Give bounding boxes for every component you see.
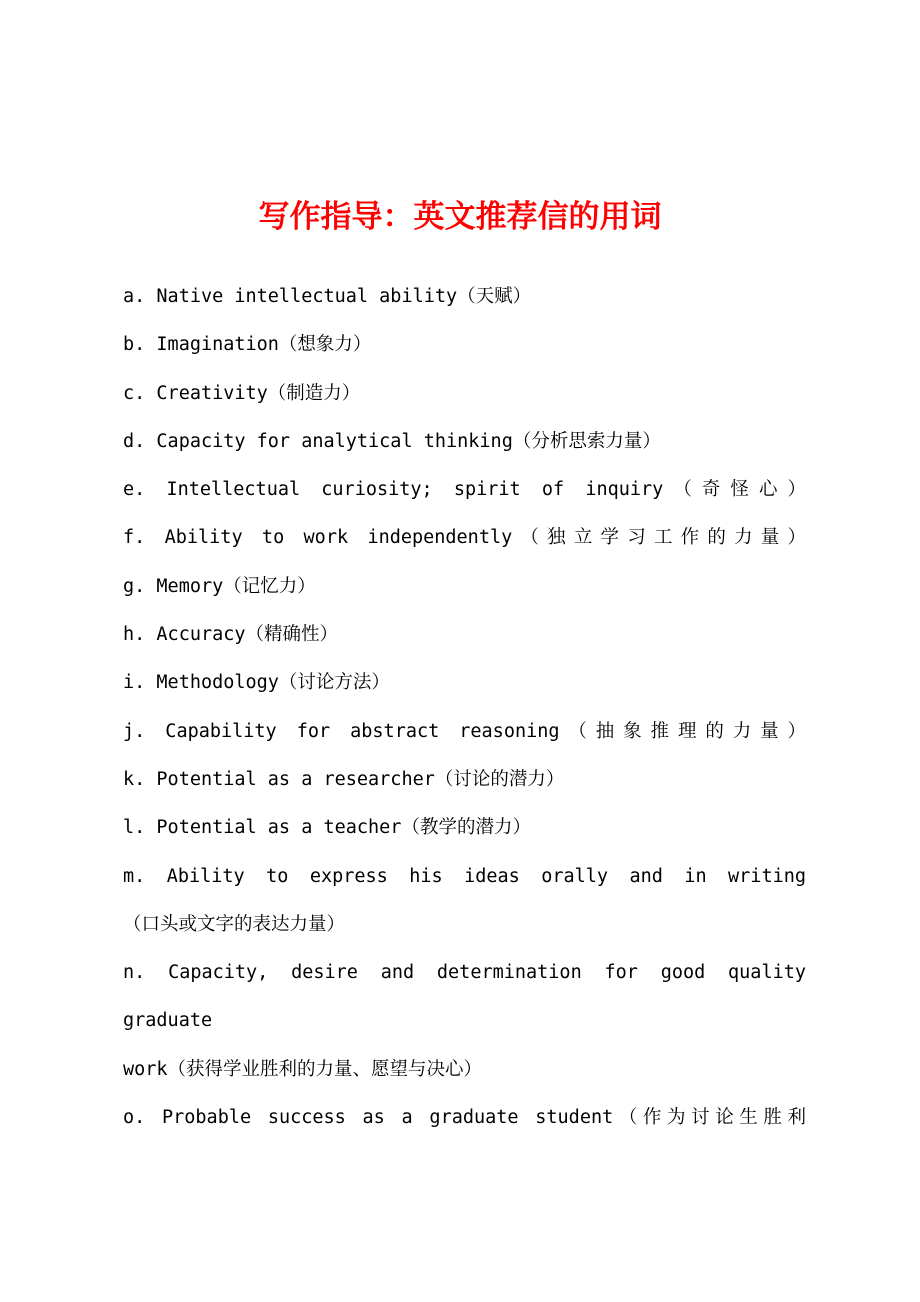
list-item: m. Ability to express his ideas orally and in writing [123,865,806,887]
list-item: l. Potential as a teacher（教学的潜力） [123,817,531,839]
list-item: g. Memory（记忆力） [123,575,316,597]
list-item: work（获得学业胜利的力量、愿望与决心） [123,1058,483,1080]
list-item: d. Capacity for analytical thinking（分析思索力量） [123,430,661,452]
list-item: a. Native intellectual ability（天赋） [123,286,532,307]
vocabulary-list [123,273,806,1142]
list-item: i. Methodology（讨论方法） [123,672,390,694]
list-item: （口头或文字的表达力量） [123,913,346,935]
list-item: e. Intellectual curiosity; spirit of inquiry（奇怪心） [123,479,806,501]
list-item: b. Imagination（想象力） [123,334,372,356]
list-item: j. Capability for abstract reasoning（抽象推理的力量） [123,720,806,742]
list-item: graduate [123,1010,213,1032]
list-item: k. Potential as a researcher（讨论的潜力） [123,768,565,790]
list-item: c. Creativity（制造力） [123,382,361,404]
list-item: h. Accuracy（精确性） [123,624,339,646]
list-item: o. Probable success as a graduate student（作为讨论生胜利 [123,1107,806,1129]
page-title: 写作指导：英文推荐信的用词 [258,199,662,235]
list-item: n. Capacity, desire and determination for good quality [123,962,806,984]
list-item: f. Ability to work independently（独立学习工作的力量） [123,527,806,549]
